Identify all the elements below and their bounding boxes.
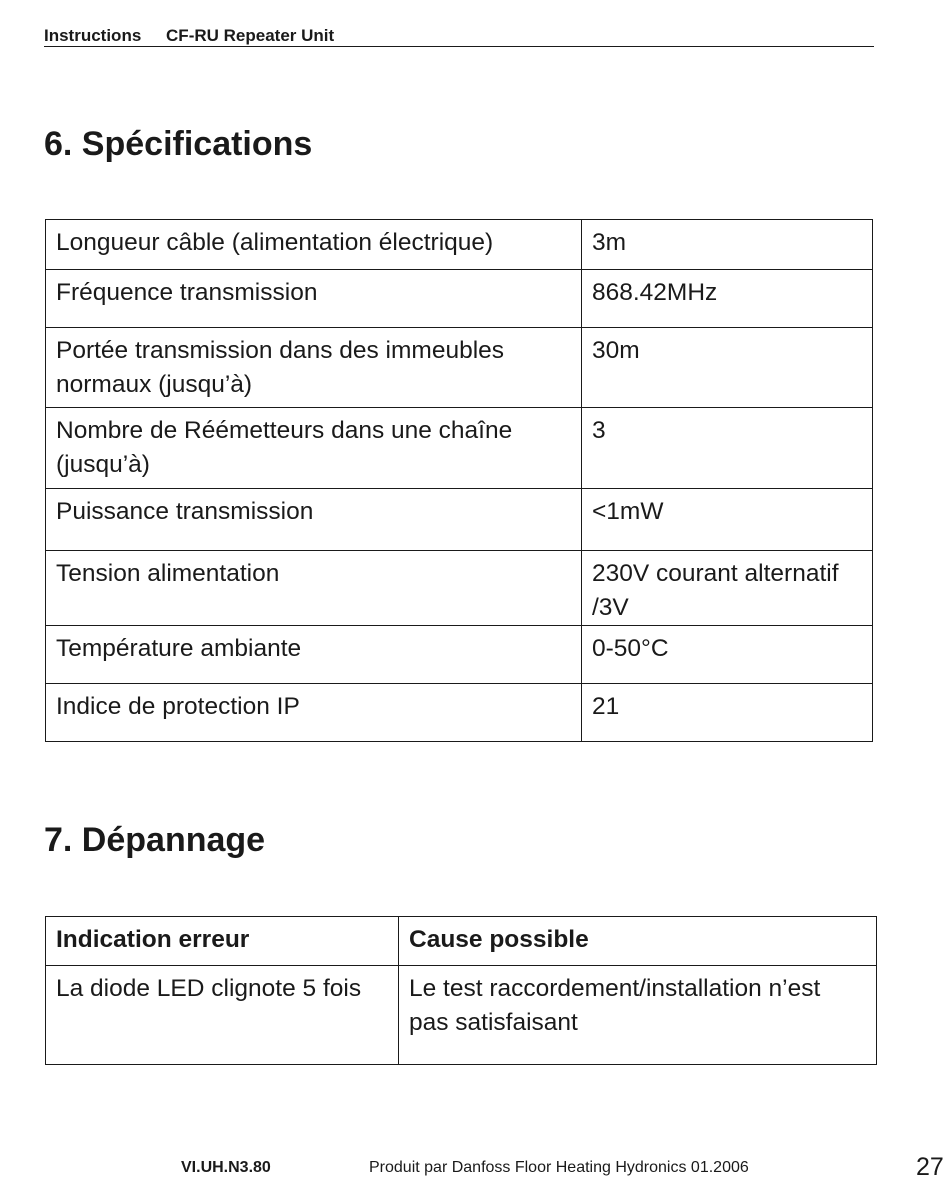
- spec-value: <1mW: [582, 489, 873, 551]
- spec-label: Tension alimentation: [46, 551, 582, 626]
- table-row: [46, 551, 873, 626]
- spec-label: Nombre de Réémetteurs dans une chaîne (jusqu’à): [46, 408, 582, 489]
- column-header-indication: Indication erreur: [46, 917, 399, 966]
- spec-value: 3m: [582, 220, 873, 270]
- column-header-cause: Cause possible: [399, 917, 877, 966]
- spec-value: 230V courant alternatif /3V: [582, 551, 873, 626]
- spec-label: Portée transmission dans des immeubles normaux (jusqu’à): [46, 328, 582, 408]
- table-row: [46, 684, 873, 742]
- table-row: [46, 328, 873, 408]
- table-row: [46, 408, 873, 489]
- producer-note: Produit par Danfoss Floor Heating Hydronics 01.2006: [369, 1159, 749, 1176]
- specifications-heading: 6. Spécifications: [44, 125, 313, 163]
- spec-value: 0-50°C: [582, 626, 873, 684]
- table-row: [46, 626, 873, 684]
- spec-value: 30m: [582, 328, 873, 408]
- table-row: [46, 966, 877, 1065]
- spec-value: 21: [582, 684, 873, 742]
- spec-label: Température ambiante: [46, 626, 582, 684]
- troubleshooting-table: [45, 916, 877, 1065]
- table-row: [46, 270, 873, 328]
- error-indication: La diode LED clignote 5 fois: [46, 966, 399, 1065]
- troubleshooting-heading: 7. Dépannage: [44, 821, 266, 859]
- spec-value: 3: [582, 408, 873, 489]
- table-header-row: [46, 917, 877, 966]
- table-row: [46, 489, 873, 551]
- document-code: VI.UH.N3.80: [181, 1159, 271, 1176]
- header-instructions: Instructions: [44, 26, 142, 45]
- page-header: [44, 26, 874, 47]
- spec-label: Longueur câble (alimentation électrique): [46, 220, 582, 270]
- spec-label: Fréquence transmission: [46, 270, 582, 328]
- spec-label: Indice de protection IP: [46, 684, 582, 742]
- spec-label: Puissance transmission: [46, 489, 582, 551]
- spec-value: 868.42MHz: [582, 270, 873, 328]
- header-product-title: CF-RU Repeater Unit: [166, 26, 335, 45]
- table-row: [46, 220, 873, 270]
- specifications-table: [45, 219, 873, 742]
- possible-cause: Le test raccordement/installation n’est pas satisfaisant: [399, 966, 877, 1065]
- page-number: 27: [916, 1153, 944, 1181]
